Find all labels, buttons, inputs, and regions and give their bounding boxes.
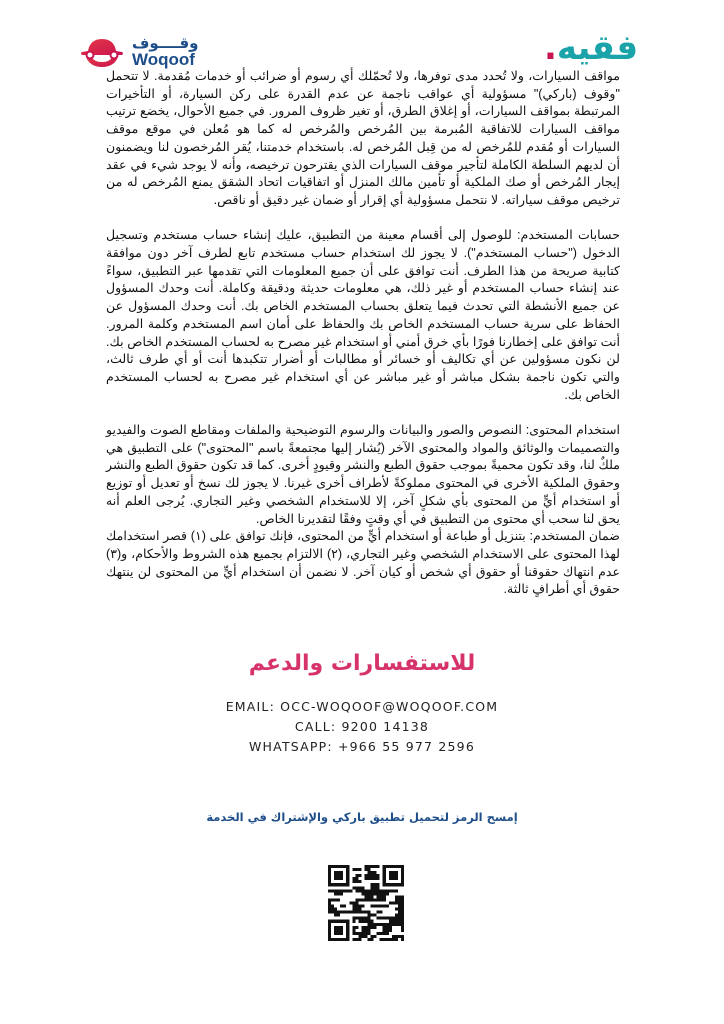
paragraph-user-warranty: ضمان المستخدم: بتنزيل أو طباعة أو استخدام أيٍّ من المحتوى، فإنك توافق على (١) قصر استخدامك لهذا المحتوى على الاستخدام الشخصي وغير التجاري، (٢) الالتزام بجميع هذه الشروط والأحكام، و(٣) عدم انتهاك حقوقنا أو حقوق أي شخص أو كيان آخر. لا نضمن أن استخدام أيٍّ من المحتوى لن ينتهك حقوق أي أطرافٍ ثالثة. <box>106 529 620 597</box>
support-whatsapp[interactable]: WHATSAPP: +966 55 977 2596 <box>249 739 475 754</box>
faqih-logo-dot: . <box>544 28 557 68</box>
woqoof-logo <box>78 35 198 69</box>
paragraph-content-use: استخدام المحتوى: النصوص والصور والبيانات والرسوم التوضيحية والملفات ومقاطع الصوت والفيديو والتصميمات والوثائق والمواد والمحتوى الآخر (يُشار إليها مجتمعةً باسم "المحتوى") على التطبيق هي ملكٌ لنا، وقد تكون محميةً بموجب حقوق الطبع والنشر وقيودٍ أخرى. كما قد تكون حقوق الطبع والنشر وحقوق الملكية الأخرى في المحتوى مملوكةً لأطراف أخرى غيرنا. لا يجوز لك نسخ أو تعديل أو توزيع أو استخدام أيٍّ من المحتوى بأي شكلٍ آخر، إلا للاستخدام الشخصي وغير التجاري. يُرجى العلم أنه يحق لنا سحب أي محتوى من التطبيق في أي وقتٍ وفقًا لتقديرنا الخاص. <box>106 423 620 526</box>
car-icon <box>78 35 126 69</box>
faqih-logo <box>544 28 638 68</box>
woqoof-english-name: Woqoof <box>132 50 195 69</box>
woqoof-arabic-name: وقــــوف <box>132 34 199 52</box>
paragraph-parking-liability: مواقف السيارات، ولا تُحدد مدى توفرها، ولا تُحمّلك أي رسوم أو ضرائب أو خدمات مُقدمة. لا تتحمل "وقوف (باركي)" مسؤولية أي عواقب ناجمة عن عدم القدرة على ركن السيارة، أو التأخيرات المرتبطة بمواقف السيارات، أو إغلاق الطرق، أو تغير ظروف المرور. في جميع الأحوال، يخضع ترتيب مواقف السيارات للاتفاقية المُبرمة بين المُرخص والمُرخص له كما هو مُعلن في موقع موقف السيارات أو مُقدم للمُرخص له من قِبل المُرخص له. باستخدام خدمتنا، يُقر المُرخصون لنا ويضمنون أن لديهم السلطة الكاملة لتأجير موقف السيارات الذي يقترحون ترخيصه، وأنه لا يوجد شيء في عقد إيجار المُرخص أو صك الملكية أو تأمين مالك المنزل أو اتفاقيات اتحاد الشقق يمنع المُرخص له من ترخيص موقف سياراته. لا نتحمل مسؤولية أي إقرار أو ضمان غير دقيق أو ناقص. <box>106 69 620 207</box>
terms-body <box>106 68 620 599</box>
paragraph-user-accounts: حسابات المستخدم: للوصول إلى أقسام معينة من التطبيق، عليك إنشاء حساب مستخدم وتسجيل الدخول ("حساب المستخدم"). لا يجوز لك استخدام حساب مستخدم تابع لطرف آخر دون موافقة كتابية صريحة من هذا الطرف. أنت توافق على أن جميع المعلومات التي تقدمها عبر التطبيق، سواءً عند إنشاء حساب المستخدم أو غير ذلك، هي معلومات حديثة ودقيقة وكاملة. أنت وحدك المسؤول عن جميع الأنشطة التي تحدث فيما يتعلق بحساب المستخدم الخاص بك. أنت وحدك المسؤول عن الحفاظ على سرية حساب المستخدم الخاص بك والحفاظ على أمان اسم المستخدم وكلمة المرور. أنت توافق على إخطارنا فورًا بأي خرق أمني أو استخدام غير مصرح به لحساب المستخدم الخاص بك. لن نكون مسؤولين عن أي تكاليف أو خسائر أو مطالبات أو أضرار تتكبدها أنت أو أي طرف ثالث، والتي تكون ناجمة بشكل مباشر أو غير مباشر عن أي استخدام غير مصرح به لحساب المستخدم الخاص بك. <box>106 228 620 402</box>
qr-caption: إمسح الرمز لتحميل تطبيق باركي والإشتراك في الخدمة <box>206 810 518 824</box>
faqih-logo-text: فقيه <box>556 28 639 68</box>
support-title: للاستفسارات والدعم <box>248 651 476 676</box>
support-phone[interactable]: CALL: 9200 14138 <box>294 719 430 734</box>
support-email[interactable]: EMAIL: OCC-WOQOOF@WOQOOF.COM <box>225 699 499 714</box>
qr-code-icon[interactable] <box>328 865 404 941</box>
